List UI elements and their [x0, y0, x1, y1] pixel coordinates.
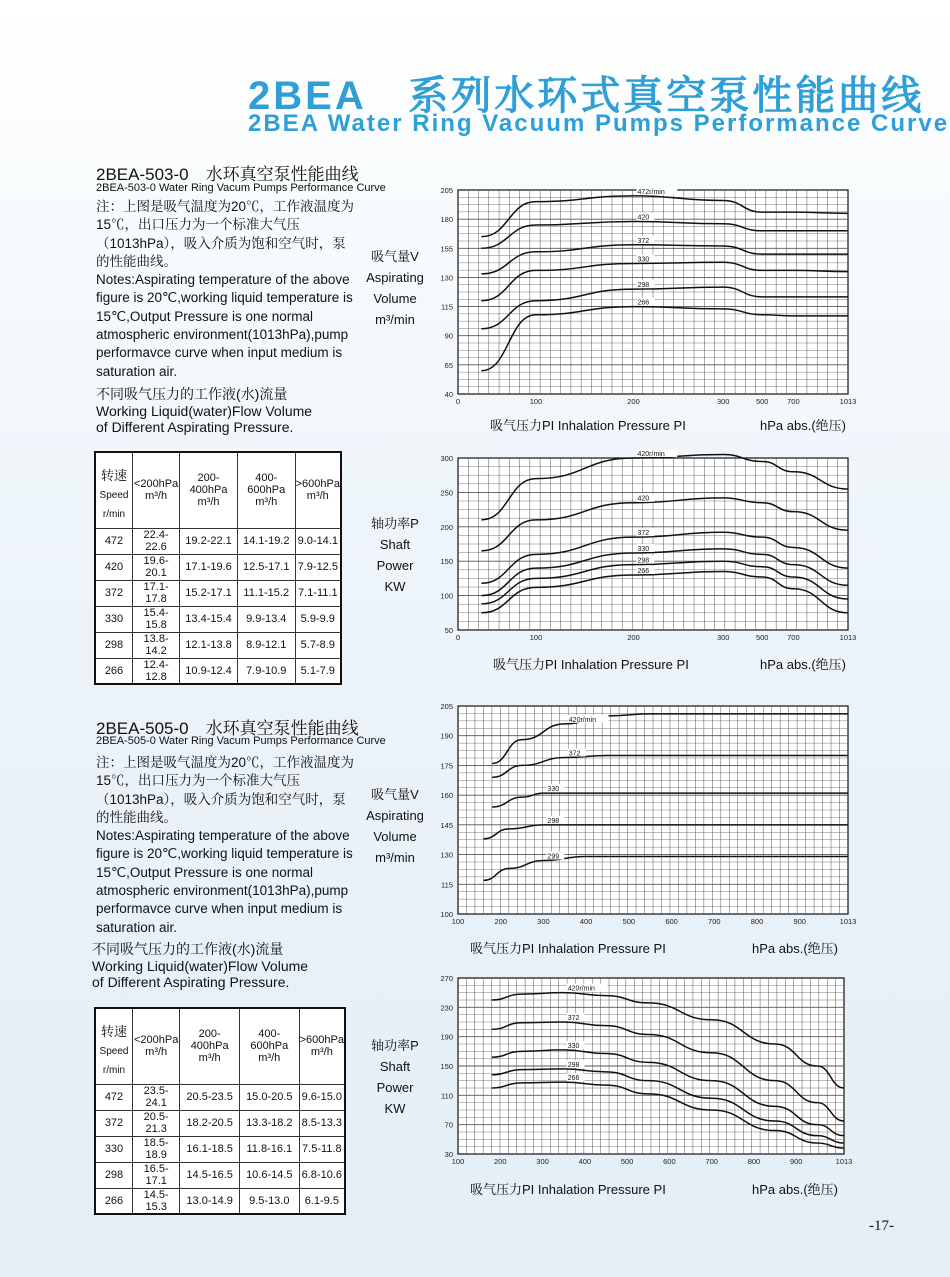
y-tick-label: 190 — [440, 731, 453, 741]
x-tick-label: 1013 — [839, 917, 857, 926]
x-axis-unit: hPa abs.(绝压) — [760, 657, 846, 672]
x-tick-label: 1013 — [839, 397, 857, 406]
table-row: 266 12.4-12.8 10.9-12.4 7.9-10.9 5.1-7.9 — [95, 658, 341, 684]
table-row: 472 23.5-24.1 20.5-23.5 15.0-20.5 9.6-15.0 — [95, 1084, 345, 1110]
y-tick-label: 30 — [444, 1150, 453, 1159]
x-tick-label: 200 — [627, 633, 640, 642]
col-header: 400-600hPa m³/h — [237, 452, 295, 528]
col-header: >600hPa m³/h — [299, 1008, 345, 1084]
series-label: 330 — [637, 545, 650, 553]
y-tick-label: 230 — [440, 1003, 453, 1013]
y-tick-label: 180 — [440, 215, 453, 225]
chart-power-505 — [430, 970, 860, 1176]
col-header: >600hPa m³/h — [295, 452, 341, 528]
col-header: 200-400hPa m³/h — [180, 452, 238, 528]
series-label: 420r/min — [637, 451, 665, 458]
x-tick-label: 300 — [537, 917, 550, 926]
series-label: 420 — [637, 495, 650, 503]
speed-unit: r/min — [102, 508, 126, 520]
series-label: 330 — [637, 256, 650, 264]
x-axis-label: 吸气压力PI Inhalation Pressure PI — [493, 657, 689, 672]
series-label: 420r/min — [567, 985, 595, 993]
x-axis-unit: hPa abs.(绝压) — [752, 1182, 838, 1197]
series-label: 266 — [567, 1075, 580, 1083]
note-en: Notes:Aspirating temperature of the above figure is 20℃,working liquid temperature is 15℃,Output Pressure is one normal atmospheric environment(1013hPa),pump performavce curve when input medium is saturation air. — [96, 828, 353, 935]
series-label: 298 — [637, 282, 650, 290]
series-label: 420r/min — [568, 716, 597, 724]
volume-axis-label: 吸气量V Aspirating Volume m³/min — [366, 249, 424, 327]
x-axis-label: 吸气压力PI Inhalation Pressure PI — [470, 1182, 666, 1197]
speed-en: Speed — [99, 1045, 129, 1057]
flow-title-cn: 不同吸气压力的工作液(水)流量 — [96, 386, 288, 402]
col-header: 200-400hPa m³/h — [180, 1008, 240, 1084]
flow-title-en1: Working Liquid(water)Flow Volume — [92, 957, 309, 974]
y-tick-label: 130 — [440, 273, 453, 283]
section-note — [96, 198, 358, 381]
x-axis-label: 吸气压力PI Inhalation Pressure PI — [470, 941, 666, 956]
series-label: 420 — [637, 214, 650, 222]
x-tick-label: 800 — [747, 1157, 761, 1166]
section-subtitle: 2BEA-503-0 Water Ring Vacum Pumps Performance Curve — [96, 182, 386, 194]
x-axis-unit: hPa abs.(绝压) — [752, 941, 838, 956]
series-label: 298 — [547, 817, 560, 825]
flow-title-en1: Working Liquid(water)Flow Volume — [96, 402, 313, 419]
speed-cn: 转速 — [100, 1023, 127, 1039]
y-tick-label: 115 — [441, 880, 453, 890]
y-tick-label: 250 — [440, 488, 453, 498]
x-tick-label: 700 — [708, 917, 721, 926]
table-row: 372 17.1-17.8 15.2-17.1 11.1-15.2 7.1-11.1 — [95, 580, 341, 606]
x-tick-label: 400 — [579, 917, 593, 926]
table-row: 330 15.4-15.8 13.4-15.4 9.9-13.4 5.9-9.9 — [95, 606, 341, 632]
x-tick-label: 300 — [716, 397, 730, 406]
y-tick-label: 110 — [441, 1091, 453, 1101]
x-tick-label: 100 — [529, 397, 543, 406]
x-axis-label: 吸气压力PI Inhalation Pressure PI — [490, 418, 686, 433]
x-tick-label: 500 — [622, 917, 636, 926]
flow-title-cn: 不同吸气压力的工作液(水)流量 — [92, 941, 284, 957]
section-title: 2BEA-505-0 水环真空泵性能曲线 — [96, 719, 359, 738]
y-tick-label: 160 — [440, 791, 453, 801]
x-tick-label: 1013 — [839, 633, 857, 642]
series-label: 298 — [637, 557, 650, 565]
speed-cn: 转速 — [100, 467, 127, 483]
x-tick-label: 1013 — [835, 1157, 853, 1166]
flow-title — [96, 386, 396, 436]
series-label: 372 — [637, 237, 650, 245]
y-tick-label: 150 — [440, 1062, 453, 1071]
y-tick-label: 50 — [444, 626, 453, 635]
x-tick-label: 100 — [451, 917, 465, 926]
flow-table — [94, 451, 342, 685]
table-row: 298 13.8-14.2 12.1-13.8 8.9-12.1 5.7-8.9 — [95, 632, 341, 658]
series-label: 472r/min — [637, 188, 665, 196]
x-tick-label: 500 — [755, 633, 769, 642]
flow-table — [94, 1007, 346, 1215]
page-title-cn: 2BEA 系列水环式真空泵性能曲线 — [248, 74, 925, 118]
section-subtitle: 2BEA-505-0 Water Ring Vacum Pumps Performance Curve — [96, 735, 386, 747]
y-tick-label: 115 — [441, 302, 453, 312]
table-row: 266 14.5-15.3 13.0-14.9 9.5-13.0 6.1-9.5 — [95, 1188, 345, 1214]
x-tick-label: 200 — [494, 917, 507, 926]
y-tick-label: 200 — [440, 522, 453, 532]
flow-title — [92, 941, 392, 991]
y-tick-label: 205 — [440, 702, 453, 711]
series-label: 372 — [637, 530, 650, 538]
series-label: 299 — [547, 853, 560, 861]
table-row: 372 20.5-21.3 18.2-20.5 13.3-18.2 8.5-13.3 — [95, 1110, 345, 1136]
section-title: 2BEA-503-0 水环真空泵性能曲线 — [96, 165, 359, 184]
col-header: 400-600hPa m³/h — [239, 1008, 299, 1084]
x-tick-label: 500 — [620, 1157, 634, 1166]
x-tick-label: 200 — [627, 397, 640, 406]
col-header: <200hPa m³/h — [133, 1008, 180, 1084]
x-tick-label: 500 — [755, 397, 769, 406]
y-tick-label: 270 — [440, 974, 453, 983]
section-note — [96, 754, 358, 937]
x-axis-unit: hPa abs.(绝压) — [760, 418, 846, 433]
speed-unit: r/min — [102, 1064, 126, 1076]
table-row: 298 16.5-17.1 14.5-16.5 10.6-14.5 6.8-10.6 — [95, 1162, 345, 1188]
col-header: <200hPa m³/h — [133, 452, 180, 528]
series-label: 266 — [637, 567, 650, 575]
speed-header — [95, 452, 133, 528]
x-tick-label: 300 — [536, 1157, 549, 1166]
y-tick-label: 175 — [440, 761, 453, 771]
power-axis-label: 轴功率P Shaft Power KW — [371, 516, 419, 594]
x-tick-label: 400 — [578, 1157, 592, 1166]
series-label: 298 — [567, 1061, 580, 1069]
series-label: 372 — [568, 750, 581, 758]
x-tick-label: 900 — [793, 917, 806, 926]
y-tick-label: 100 — [440, 910, 453, 919]
x-tick-label: 600 — [665, 917, 678, 926]
x-tick-label: 100 — [451, 1157, 465, 1166]
flow-title-en2: of Different Aspirating Pressure. — [92, 974, 290, 990]
x-tick-label: 0 — [455, 397, 461, 406]
x-tick-label: 300 — [716, 633, 730, 642]
y-tick-label: 205 — [440, 186, 453, 195]
note-en: Notes:Aspirating temperature of the above figure is 20℃,working liquid temperature is 15℃,Output Pressure is one normal atmospheric environment(1013hPa),pump performavce curve when input medium is saturation air. — [96, 272, 353, 379]
x-tick-label: 700 — [705, 1157, 718, 1166]
page-title-en: 2BEA Water Ring Vacuum Pumps Performance Curve — [248, 110, 950, 137]
y-tick-label: 150 — [440, 557, 453, 567]
table-row: 472 22.4-22.6 19.2-22.1 14.1-19.2 9.0-14.1 — [95, 528, 341, 554]
page-number: -17- — [869, 1218, 894, 1234]
x-tick-label: 100 — [529, 633, 543, 642]
y-tick-label: 300 — [440, 454, 453, 463]
chart-power-503 — [430, 450, 860, 650]
x-tick-label: 900 — [789, 1157, 803, 1166]
series-label: 266 — [637, 299, 650, 307]
y-tick-label: 130 — [440, 850, 453, 860]
x-tick-label: 0 — [455, 633, 461, 642]
power-axis-label: 轴功率P Shaft Power KW — [371, 1038, 419, 1116]
speed-header — [95, 1008, 133, 1084]
flow-title-en2: of Different Aspirating Pressure. — [96, 419, 294, 435]
x-tick-label: 700 — [787, 633, 800, 642]
y-tick-label: 190 — [440, 1032, 453, 1042]
y-tick-label: 40 — [444, 390, 453, 399]
x-tick-label: 200 — [494, 1157, 507, 1166]
series-label: 372 — [567, 1015, 580, 1022]
speed-en: Speed — [99, 489, 129, 501]
y-tick-label: 155 — [440, 244, 453, 254]
y-tick-label: 90 — [444, 331, 453, 341]
y-tick-label: 145 — [440, 820, 453, 830]
volume-axis-label: 吸气量V Aspirating Volume m³/min — [366, 787, 424, 865]
chart-volume-505 — [430, 698, 860, 928]
x-tick-label: 600 — [663, 1157, 676, 1166]
note-cn: 注：上图是吸气温度为20℃，工作液温度为15℃，出口压力为一个标准大气压（1013hPa），吸入介质为饱和空气时，泵的性能曲线。 — [96, 755, 355, 825]
series-label: 330 — [567, 1042, 580, 1050]
x-tick-label: 700 — [787, 397, 800, 406]
y-tick-label: 100 — [440, 591, 453, 601]
table-row: 420 19.6-20.1 17.1-19.6 12.5-17.1 7.9-12.5 — [95, 554, 341, 580]
series-label: 330 — [547, 786, 560, 794]
note-cn: 注：上图是吸气温度为20℃，工作液温度为15℃，出口压力为一个标准大气压（1013hPa），吸入介质为饱和空气时，泵的性能曲线。 — [96, 199, 355, 269]
y-tick-label: 70 — [444, 1120, 453, 1130]
x-tick-label: 800 — [750, 917, 764, 926]
chart-volume-503 — [430, 182, 860, 412]
y-tick-label: 65 — [444, 360, 453, 370]
table-row: 330 18.5-18.9 16.1-18.5 11.8-16.1 7.5-11.8 — [95, 1136, 345, 1162]
